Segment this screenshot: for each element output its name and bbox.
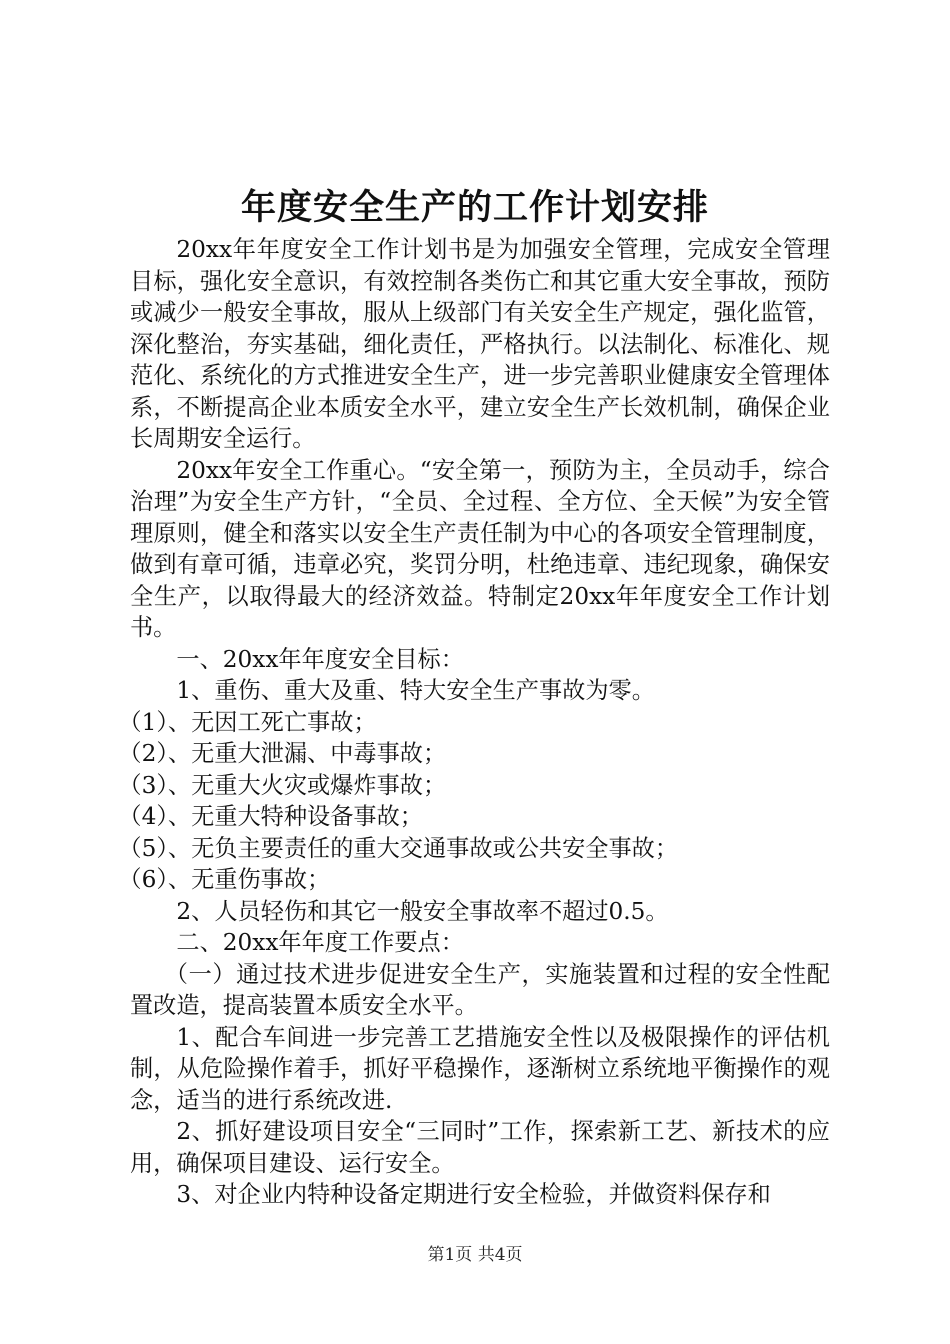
keypoint-item-1: 1、配合车间进一步完善工艺措施安全性以及极限操作的评估机制，从危险操作着手，抓好平稳操作，逐渐树立系统地平衡操作的观念，适当的进行系统改进. — [130, 1023, 830, 1114]
page-indicator: 第1页 共4页 — [427, 1245, 523, 1265]
document-body — [118, 234, 830, 1211]
goal-item-2: 2、人员轻伤和其它一般安全事故率不超过0.5。 — [176, 897, 669, 925]
keypoint-item-2: 2、抓好建设项目安全“三同时”工作，探索新工艺、新技术的应用，确保项目建设、运行安全。 — [130, 1118, 830, 1177]
section-heading-keypoints: 二、20xx年年度工作要点： — [176, 929, 464, 956]
goal-subitem-2: （2）、无重大泄漏、中毒事故； — [118, 740, 447, 767]
goal-subitem-4: （4）、无重大特种设备事故； — [118, 803, 423, 830]
goal-subitem-1: （1）、无因工死亡事故； — [118, 708, 377, 736]
paragraph-intro: 20xx年年度安全工作计划书是为加强安全管理，完成安全管理目标，强化安全意识，有效控制各类伤亡和其它重大安全事故，预防或减少一般安全事故，服从上级部门有关安全生产规定，强化监管，深化整治，夯实基础，细化责任，严格执行。以法制化、标准化、规范化、系统化的方式推进安全生产，进一步完善职业健康安全管理体系，不断提高企业本质安全水平，建立安全生产长效机制，确保企业长周期安全运行。 — [130, 236, 830, 452]
section-heading-goals: 一、20xx年年度安全目标： — [176, 645, 464, 673]
document-title: 年度安全生产的工作计划安排 — [240, 188, 709, 228]
goal-subitem-5: （5）、无负主要责任的重大交通事故或公共安全事故； — [118, 834, 679, 862]
goal-subitem-3: （3）、无重大火灾或爆炸事故； — [118, 771, 447, 799]
goal-item-1: 1、重伤、重大及重、特大安全生产事故为零。 — [176, 677, 655, 704]
paragraph-focus: 20xx年安全工作重心。“安全第一，预防为主，全员动手，综合治理”为安全生产方针，“全员、全过程、全方位、全天候”为安全管理原则，健全和落实以安全生产责任制为中心的各项安全管理制度，做到有章可循，违章必究，奖罚分明，杜绝违章、违纪现象，确保安全生产，以取得最大的经济效益。特制定20xx年年度安全工作计划书。 — [130, 456, 830, 641]
keypoint-subheading-1: （一）通过技术进步促进安全生产，实施装置和过程的安全性配置改造，提高装置本质安全水平。 — [130, 960, 830, 1019]
keypoint-item-3: 3、对企业内特种设备定期进行安全检验，并做资料保存和 — [176, 1181, 771, 1208]
goal-subitem-6: （6）、无重伤事故； — [118, 866, 331, 893]
